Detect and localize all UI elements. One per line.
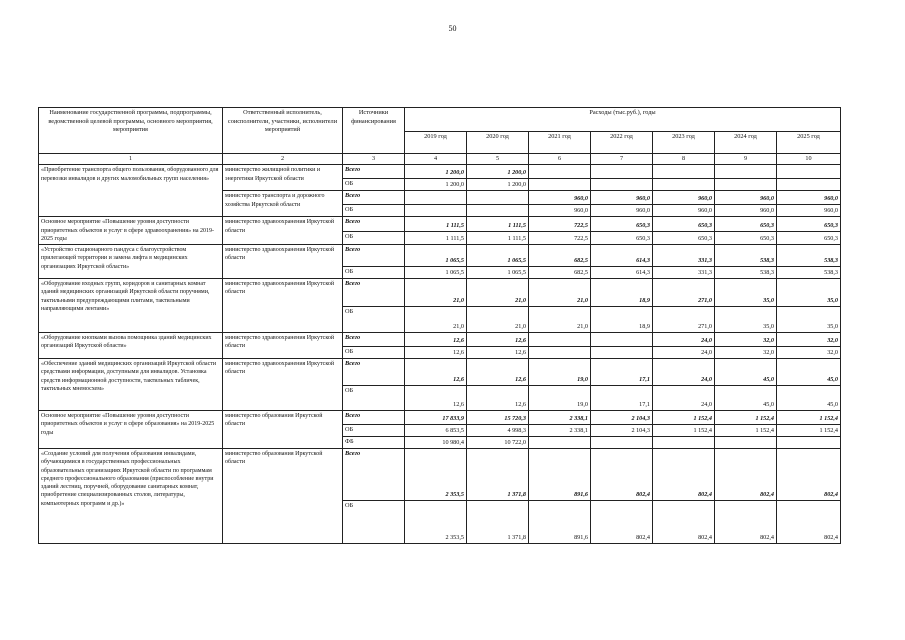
funding-source: ФБ xyxy=(343,437,405,449)
expense-value: 722,5 xyxy=(529,232,591,245)
column-index: 9 xyxy=(715,154,777,165)
expense-value xyxy=(529,165,591,179)
expense-value: 960,0 xyxy=(591,205,653,217)
expense-value: 12,6 xyxy=(405,347,467,359)
expense-value: 24,0 xyxy=(653,359,715,386)
expense-value: 17,1 xyxy=(591,386,653,411)
expense-value: 10 980,4 xyxy=(405,437,467,449)
expense-value: 12,6 xyxy=(405,333,467,347)
header-expenses: Расходы (тыс.руб.), годы xyxy=(405,108,841,132)
expense-value: 10 722,0 xyxy=(467,437,529,449)
table-row xyxy=(39,165,841,179)
expense-value: 24,0 xyxy=(653,333,715,347)
expense-value xyxy=(591,333,653,347)
expense-value: 15 720,3 xyxy=(467,411,529,425)
column-index: 6 xyxy=(529,154,591,165)
expense-value: 650,3 xyxy=(653,232,715,245)
expense-value xyxy=(715,165,777,179)
table-row xyxy=(39,411,841,425)
funding-source: ОБ xyxy=(343,347,405,359)
funding-source: Всего xyxy=(343,165,405,179)
expense-value: 650,3 xyxy=(777,232,841,245)
expense-value: 331,3 xyxy=(653,245,715,267)
measure-name: «Оборудование входных групп, коридоров и санитарных комнат зданий медицинских организаций Иркутской области поручнями, тактильными предупреждающими плитами, тактильными направляющими лентами» xyxy=(39,279,223,333)
expense-value: 1 065,5 xyxy=(405,245,467,267)
expense-value: 1 111,5 xyxy=(405,232,467,245)
expense-value: 614,3 xyxy=(591,245,653,267)
expense-value: 18,9 xyxy=(591,307,653,333)
expense-value: 650,3 xyxy=(591,232,653,245)
responsible-executor: министерство здравоохранения Иркутской области xyxy=(223,217,343,245)
expense-value: 960,0 xyxy=(591,191,653,205)
expense-value: 21,0 xyxy=(529,307,591,333)
expense-value xyxy=(467,205,529,217)
expense-value xyxy=(591,437,653,449)
expense-value: 21,0 xyxy=(405,307,467,333)
header-source: Источники финансирования xyxy=(343,108,405,154)
measure-name: «Приобретение транспорта общего пользования, оборудованного для перевозки инвалидов и других маломобильных групп населения» xyxy=(39,165,223,217)
table-row xyxy=(39,245,841,267)
expense-value: 21,0 xyxy=(467,279,529,307)
expense-value xyxy=(529,347,591,359)
expense-value: 1 371,8 xyxy=(467,501,529,544)
expense-value: 650,3 xyxy=(591,217,653,232)
expense-value: 682,5 xyxy=(529,245,591,267)
expense-value: 12,6 xyxy=(405,386,467,411)
responsible-executor: министерство образования Иркутской области xyxy=(223,449,343,544)
funding-source: Всего xyxy=(343,449,405,501)
expense-value: 650,3 xyxy=(715,232,777,245)
expense-value: 19,0 xyxy=(529,359,591,386)
expense-value: 802,4 xyxy=(777,501,841,544)
expense-value xyxy=(591,179,653,191)
funding-source: Всего xyxy=(343,359,405,386)
measure-name: Основное мероприятие «Повышение уровня доступности приоритетных объектов и услуг в сфере здравоохранения» на 2019-2025 годы xyxy=(39,217,223,245)
expense-value: 538,3 xyxy=(777,245,841,267)
expense-value: 2 338,1 xyxy=(529,425,591,437)
expense-value: 960,0 xyxy=(715,191,777,205)
header-year: 2023 год xyxy=(653,132,715,154)
expense-value: 802,4 xyxy=(715,501,777,544)
expense-value: 802,4 xyxy=(653,449,715,501)
expense-value: 17 833,9 xyxy=(405,411,467,425)
expense-value xyxy=(405,205,467,217)
expense-value: 2 353,5 xyxy=(405,449,467,501)
expense-value: 722,5 xyxy=(529,217,591,232)
funding-source: ОБ xyxy=(343,232,405,245)
table-row xyxy=(39,217,841,232)
expense-value xyxy=(405,191,467,205)
expense-value xyxy=(591,165,653,179)
expense-value: 12,6 xyxy=(467,359,529,386)
responsible-executor: министерство жилищной политики и энергетики Иркутской области xyxy=(223,165,343,191)
table-row xyxy=(39,359,841,386)
expense-value: 17,1 xyxy=(591,359,653,386)
expense-value: 1 152,4 xyxy=(777,411,841,425)
expense-value: 12,6 xyxy=(467,333,529,347)
expense-value: 45,0 xyxy=(715,386,777,411)
expense-value: 271,0 xyxy=(653,307,715,333)
expense-value: 35,0 xyxy=(715,279,777,307)
header-responsible: Ответственный исполнитель, соисполнители, участники, исполнители мероприятий xyxy=(223,108,343,154)
table-row xyxy=(39,449,841,501)
header-year: 2019 год xyxy=(405,132,467,154)
expense-value: 2 353,5 xyxy=(405,501,467,544)
expense-value: 960,0 xyxy=(529,191,591,205)
expense-value xyxy=(467,191,529,205)
column-index: 1 xyxy=(39,154,223,165)
expense-value: 12,6 xyxy=(467,347,529,359)
expense-value: 650,3 xyxy=(777,217,841,232)
expense-value: 1 200,0 xyxy=(467,165,529,179)
funding-source: Всего xyxy=(343,279,405,307)
column-index: 5 xyxy=(467,154,529,165)
funding-source: Всего xyxy=(343,191,405,205)
expense-value: 1 152,4 xyxy=(715,425,777,437)
measure-name: «Обеспечение зданий медицинских организаций Иркутской области средствами информации, доступными для инвалидов. Установка средств информационной доступности, тактильных табличек, тактильных мнемосхем» xyxy=(39,359,223,411)
expense-value xyxy=(529,179,591,191)
responsible-executor: министерство здравоохранения Иркутской области xyxy=(223,245,343,279)
expense-value xyxy=(653,437,715,449)
expense-value: 1 200,0 xyxy=(467,179,529,191)
funding-source: ОБ xyxy=(343,386,405,411)
expense-value: 32,0 xyxy=(715,347,777,359)
column-index: 7 xyxy=(591,154,653,165)
expense-value: 24,0 xyxy=(653,386,715,411)
expense-value xyxy=(777,179,841,191)
funding-source: ОБ xyxy=(343,205,405,217)
expense-value: 960,0 xyxy=(529,205,591,217)
expense-value: 682,5 xyxy=(529,267,591,279)
header-year: 2020 год xyxy=(467,132,529,154)
expense-value: 1 200,0 xyxy=(405,179,467,191)
responsible-executor: министерство здравоохранения Иркутской области xyxy=(223,333,343,359)
table-row xyxy=(39,279,841,307)
expense-value: 1 065,5 xyxy=(405,267,467,279)
responsible-executor: министерство транспорта и дорожного хозяйства Иркутской области xyxy=(223,191,343,217)
expense-value: 802,4 xyxy=(591,501,653,544)
funding-source: ОБ xyxy=(343,267,405,279)
expense-value: 1 152,4 xyxy=(777,425,841,437)
expense-value: 2 104,3 xyxy=(591,411,653,425)
column-index: 2 xyxy=(223,154,343,165)
header-year: 2025 год xyxy=(777,132,841,154)
expense-value: 21,0 xyxy=(467,307,529,333)
measure-name: «Оборудование кнопками вызова помощника зданий медицинских организаций Иркутской области» xyxy=(39,333,223,359)
expense-value: 1 111,5 xyxy=(467,217,529,232)
expense-value: 802,4 xyxy=(653,501,715,544)
expense-value: 960,0 xyxy=(777,205,841,217)
expense-value: 614,3 xyxy=(591,267,653,279)
expense-value xyxy=(715,437,777,449)
expense-value: 891,6 xyxy=(529,501,591,544)
table-row xyxy=(39,333,841,347)
expense-value: 1 200,0 xyxy=(405,165,467,179)
expense-value: 802,4 xyxy=(715,449,777,501)
header-year: 2021 год xyxy=(529,132,591,154)
expense-value xyxy=(777,437,841,449)
funding-source: ОБ xyxy=(343,179,405,191)
expense-value: 4 998,3 xyxy=(467,425,529,437)
funding-source: ОБ xyxy=(343,425,405,437)
expense-value: 32,0 xyxy=(777,347,841,359)
expense-value: 35,0 xyxy=(777,307,841,333)
expense-value: 45,0 xyxy=(715,359,777,386)
funding-source: ОБ xyxy=(343,307,405,333)
expenditure-table xyxy=(38,107,841,544)
expense-value: 1 065,5 xyxy=(467,245,529,267)
expense-value: 35,0 xyxy=(715,307,777,333)
expense-value: 24,0 xyxy=(653,347,715,359)
header-name: Наименование государственной программы, подпрограммы, ведомственной целевой программы, основного мероприятия, мероприятия xyxy=(39,108,223,154)
expense-value: 12,6 xyxy=(467,386,529,411)
expense-value: 1 152,4 xyxy=(653,411,715,425)
funding-source: ОБ xyxy=(343,501,405,544)
expense-value xyxy=(715,179,777,191)
expense-value xyxy=(529,333,591,347)
expense-value: 45,0 xyxy=(777,386,841,411)
expense-value: 1 371,8 xyxy=(467,449,529,501)
expense-value: 45,0 xyxy=(777,359,841,386)
column-index: 10 xyxy=(777,154,841,165)
expense-value: 6 853,5 xyxy=(405,425,467,437)
expense-value: 538,3 xyxy=(715,267,777,279)
expense-value: 18,9 xyxy=(591,279,653,307)
expense-value: 538,3 xyxy=(715,245,777,267)
expense-value xyxy=(529,437,591,449)
expense-value: 32,0 xyxy=(777,333,841,347)
funding-source: Всего xyxy=(343,411,405,425)
expense-value: 1 152,4 xyxy=(653,425,715,437)
expense-value: 19,0 xyxy=(529,386,591,411)
expense-value: 650,3 xyxy=(715,217,777,232)
expense-value: 331,3 xyxy=(653,267,715,279)
expense-value: 960,0 xyxy=(777,191,841,205)
header-year: 2022 год xyxy=(591,132,653,154)
expense-value: 1 152,4 xyxy=(715,411,777,425)
expense-value: 2 104,3 xyxy=(591,425,653,437)
funding-source: Всего xyxy=(343,245,405,267)
expense-value: 35,0 xyxy=(777,279,841,307)
expense-value xyxy=(777,165,841,179)
expense-value: 960,0 xyxy=(653,205,715,217)
expense-value: 1 065,5 xyxy=(467,267,529,279)
expense-value: 2 338,1 xyxy=(529,411,591,425)
measure-name: Основное мероприятие «Повышение уровня доступности приоритетных объектов и услуг в сфере образования» на 2019-2025 годы xyxy=(39,411,223,449)
funding-source: Всего xyxy=(343,217,405,232)
page-number: 50 xyxy=(448,24,457,33)
expense-value: 271,0 xyxy=(653,279,715,307)
funding-source: Всего xyxy=(343,333,405,347)
expense-value xyxy=(653,179,715,191)
expense-value: 21,0 xyxy=(405,279,467,307)
expense-value xyxy=(653,165,715,179)
measure-name: «Устройство стационарного пандуса с благоустройством прилегающей территории и замена лифта в медицинских организациях Иркутской области» xyxy=(39,245,223,279)
header-year: 2024 год xyxy=(715,132,777,154)
column-index: 3 xyxy=(343,154,405,165)
expense-value xyxy=(591,347,653,359)
expense-value: 1 111,5 xyxy=(405,217,467,232)
expense-value: 960,0 xyxy=(653,191,715,205)
expense-value: 12,6 xyxy=(405,359,467,386)
column-index: 4 xyxy=(405,154,467,165)
expense-value: 1 111,5 xyxy=(467,232,529,245)
expense-value: 802,4 xyxy=(591,449,653,501)
responsible-executor: министерство здравоохранения Иркутской области xyxy=(223,359,343,411)
expense-value: 802,4 xyxy=(777,449,841,501)
expense-value: 21,0 xyxy=(529,279,591,307)
measure-name: «Создание условий для получения образования инвалидами, обучающимися в государственных профессиональных образовательных организациях Иркутской области по программам среднего профессионального образования (приспособление внутри зданий лестниц, поручней, оборудование санитарных комнат, приобретение специализированных столов, литературы, компьютерных программ и др.)» xyxy=(39,449,223,544)
expense-value: 650,3 xyxy=(653,217,715,232)
responsible-executor: министерство образования Иркутской области xyxy=(223,411,343,449)
expense-value: 32,0 xyxy=(715,333,777,347)
expense-value: 891,6 xyxy=(529,449,591,501)
column-index: 8 xyxy=(653,154,715,165)
responsible-executor: министерство здравоохранения Иркутской области xyxy=(223,279,343,333)
expense-value: 538,3 xyxy=(777,267,841,279)
expense-value: 960,0 xyxy=(715,205,777,217)
